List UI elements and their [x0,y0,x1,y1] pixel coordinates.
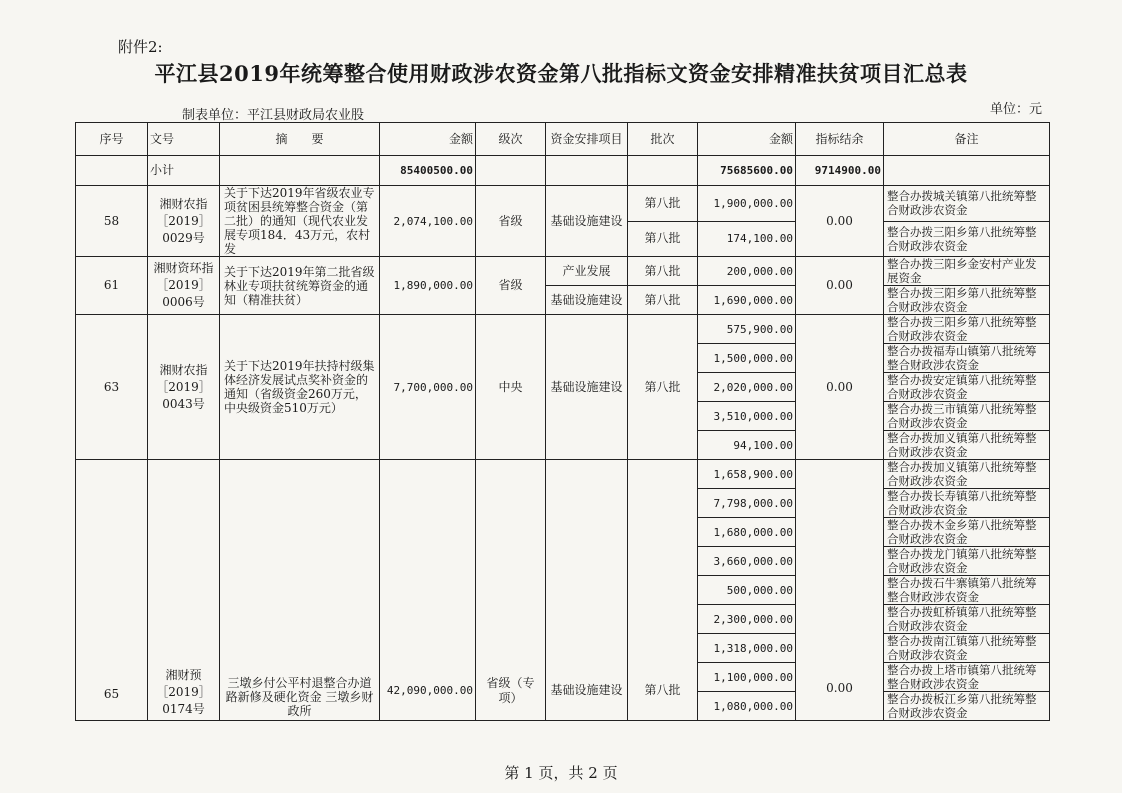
row-balance: 0.00 [796,315,884,460]
page-title: 平江县2019年统筹整合使用财政涉农资金第八批指标文资金安排精准扶贫项目汇总表 [154,61,968,86]
sub-amount: 1,690,000.00 [698,286,796,315]
row-fund-item: 基础设施建设 [546,460,628,721]
header-amount: 金额 [380,123,476,156]
sub-remark: 整合办拨城关镇第八批统筹整合财政涉农资金 [884,186,1050,222]
row-level: 省级（专项） [476,460,546,721]
subtotal-amount: 85400500.00 [380,156,476,186]
sub-amount: 94,100.00 [698,431,796,460]
header-remark: 备注 [884,123,1050,156]
header-fund-item: 资金安排项目 [546,123,628,156]
sub-amount: 1,680,000.00 [698,518,796,547]
page-footer: 第 1 页，共 2 页 [504,764,618,782]
header-balance: 指标结余 [796,123,884,156]
sub-amount: 174,100.00 [698,221,796,257]
header-batch: 批次 [628,123,698,156]
sub-amount: 500,000.00 [698,576,796,605]
sub-amount: 200,000.00 [698,257,796,286]
row-seq: 61 [76,257,148,315]
sub-batch: 第八批 [628,257,698,286]
row-amount: 7,700,000.00 [380,315,476,460]
sub-amount: 2,300,000.00 [698,605,796,634]
row-summary: 关于下达2019年扶持村级集体经济发展试点奖补资金的通知（省级资金260万元，中央级资金510万元） [220,315,380,460]
sub-remark: 整合办拨三阳乡第八批统筹整合财政涉农资金 [884,286,1050,315]
header-level: 级次 [476,123,546,156]
row-balance: 0.00 [796,257,884,315]
table-row [76,315,1050,344]
sub-remark: 整合办拨三阳乡金安村产业发展资金 [884,257,1050,286]
table-row [76,460,1050,489]
summary-table [75,122,1050,721]
sub-amount: 7,798,000.00 [698,489,796,518]
sub-remark: 整合办拨板江乡第八批统筹整合财政涉农资金 [884,692,1050,721]
sub-remark: 整合办拨加义镇第八批统筹整合财政涉农资金 [884,431,1050,460]
sub-remark: 整合办拨三阳乡第八批统筹整合财政涉农资金 [884,221,1050,257]
row-summary: 关于下达2019年第二批省级林业专项扶贫统筹资金的通知（精准扶贫） [220,257,380,315]
row-doc: 湘财预［2019］0174号 [148,460,220,721]
maker-label: 制表单位：平江县财政局农业股 [182,108,365,123]
sub-remark: 整合办拨南江镇第八批统筹整合财政涉农资金 [884,634,1050,663]
sub-amount: 1,080,000.00 [698,692,796,721]
table-row [76,257,1050,286]
sub-batch: 第八批 [628,221,698,257]
sub-remark: 整合办拨三市镇第八批统筹整合财政涉农资金 [884,402,1050,431]
sub-remark: 整合办拨长寿镇第八批统筹整合财政涉农资金 [884,489,1050,518]
row-summary: 三墩乡付公平村退整合办道路新修及硬化资金 三墩乡财政所 [220,460,380,721]
row-summary: 关于下达2019年省级农业专项贫困县统筹整合资金（第二批）的通知（现代农业发展专项184．43万元，农村发 [220,186,380,257]
header-summary: 摘 要 [220,123,380,156]
sub-remark: 整合办拨三阳乡第八批统筹整合财政涉农资金 [884,315,1050,344]
sub-amount: 2,020,000.00 [698,373,796,402]
sub-remark: 整合办拨福寿山镇第八批统筹整合财政涉农资金 [884,344,1050,373]
attachment-label: 附件2: [118,38,163,56]
row-doc: 湘财农指［2019］0029号 [148,186,220,257]
sub-batch: 第八批 [628,186,698,222]
header-row [76,123,1050,156]
header-doc: 文号 [148,123,220,156]
subtotal-balance: 9714900.00 [796,156,884,186]
subtotal-label: 小计 [148,156,220,186]
row-seq: 65 [76,460,148,721]
row-seq: 63 [76,315,148,460]
row-fund-item: 基础设施建设 [546,315,628,460]
header-amount2: 金额 [698,123,796,156]
sub-remark: 整合办拨石牛寨镇第八批统筹整合财政涉农资金 [884,576,1050,605]
sub-remark: 整合办拨虹桥镇第八批统筹整合财政涉农资金 [884,605,1050,634]
sub-amount: 3,510,000.00 [698,402,796,431]
sub-remark: 整合办拨上塔市镇第八批统筹整合财政涉农资金 [884,663,1050,692]
table-row [76,186,1050,222]
sub-remark: 整合办拨加义镇第八批统筹整合财政涉农资金 [884,460,1050,489]
sub-amount: 3,660,000.00 [698,547,796,576]
sub-remark: 整合办拨木金乡第八批统筹整合财政涉农资金 [884,518,1050,547]
sub-fund-item: 基础设施建设 [546,286,628,315]
row-amount: 42,090,000.00 [380,460,476,721]
row-doc: 湘财农指［2019］0043号 [148,315,220,460]
header-seq: 序号 [76,123,148,156]
subtotal-row [76,156,1050,186]
sub-amount: 1,900,000.00 [698,186,796,222]
sub-amount: 575,900.00 [698,315,796,344]
row-batch: 第八批 [628,460,698,721]
sub-fund-item: 产业发展 [546,257,628,286]
unit-label: 单位：元 [990,102,1043,117]
sub-amount: 1,100,000.00 [698,663,796,692]
row-amount: 2,074,100.00 [380,186,476,257]
row-level: 省级 [476,257,546,315]
row-doc: 湘财资环指［2019］0006号 [148,257,220,315]
row-balance: 0.00 [796,460,884,721]
row-level: 省级 [476,186,546,257]
row-fund-item: 基础设施建设 [546,186,628,257]
subtotal-amount2: 75685600.00 [698,156,796,186]
row-balance: 0.00 [796,186,884,257]
sub-amount: 1,500,000.00 [698,344,796,373]
sub-batch: 第八批 [628,286,698,315]
row-batch: 第八批 [628,315,698,460]
sub-amount: 1,318,000.00 [698,634,796,663]
row-amount: 1,890,000.00 [380,257,476,315]
row-seq: 58 [76,186,148,257]
row-level: 中央 [476,315,546,460]
sub-remark: 整合办拨安定镇第八批统筹整合财政涉农资金 [884,373,1050,402]
sub-remark: 整合办拨龙门镇第八批统筹整合财政涉农资金 [884,547,1050,576]
sub-amount: 1,658,900.00 [698,460,796,489]
